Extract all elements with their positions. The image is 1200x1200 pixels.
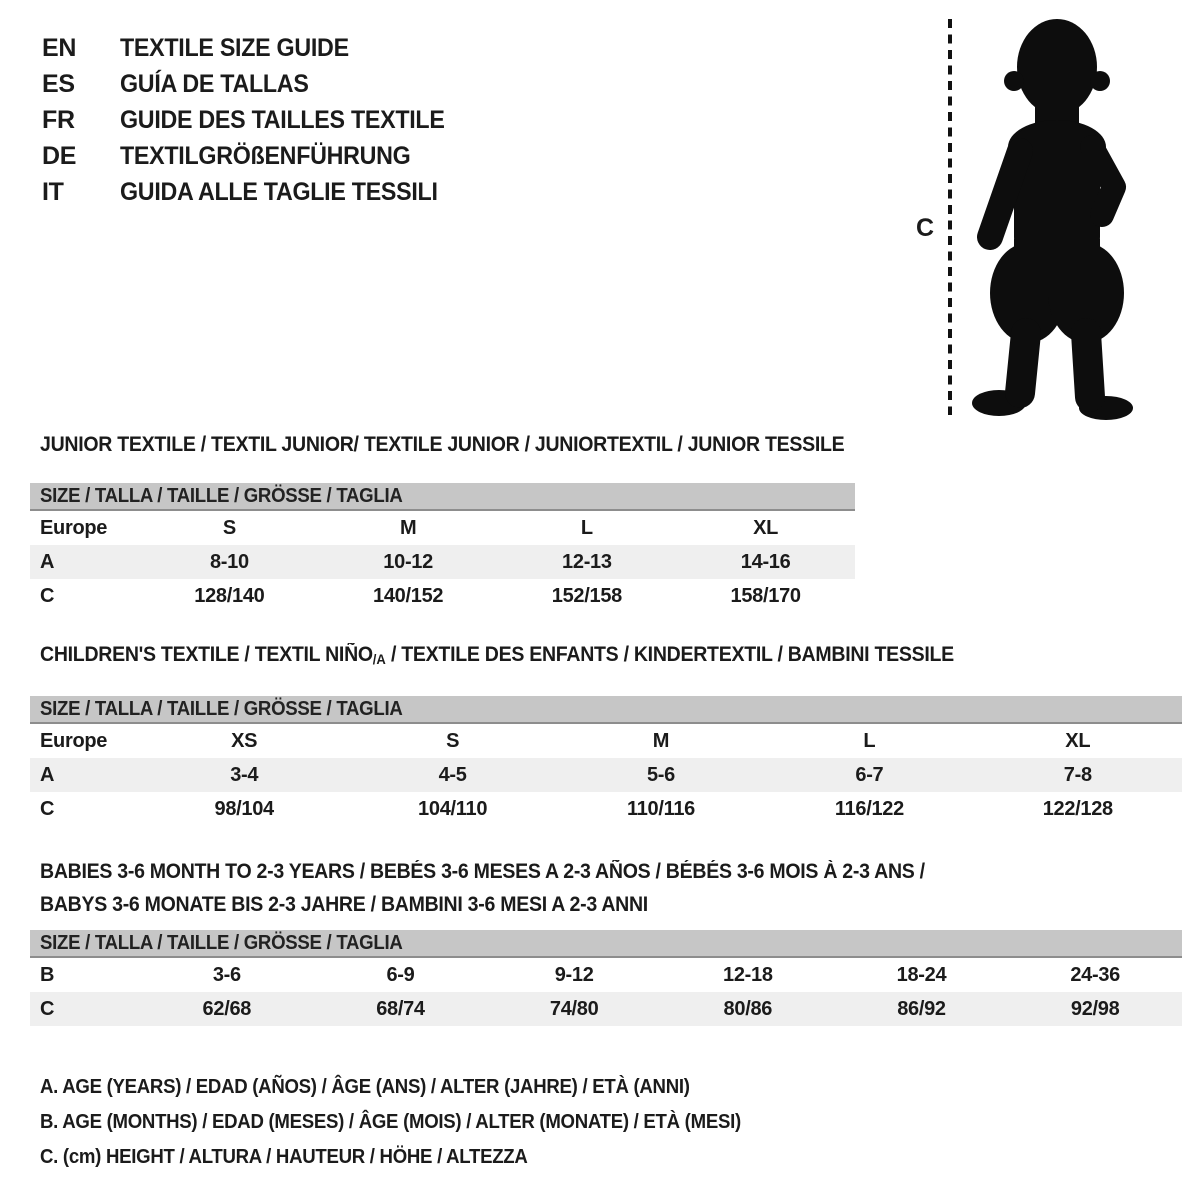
babies-size-header: SIZE / TALLA / TAILLE / GRÖSSE / TAGLIA (30, 930, 1182, 958)
height-value: 152/158 (551, 584, 622, 607)
age-value: 4-5 (438, 763, 467, 786)
height-value: 116/122 (834, 797, 904, 820)
guide-title-fr: GUIDE DES TAILLES TEXTILE (120, 105, 445, 134)
months-value: 18-24 (896, 963, 947, 986)
size-s: S (222, 516, 236, 539)
size-l: L (580, 516, 593, 539)
age-value: 7-8 (1063, 763, 1092, 786)
children-age-row (30, 758, 1182, 792)
height-value: 62/68 (202, 997, 252, 1020)
babies-section-title-line2: BABYS 3-6 MONATE BIS 2-3 JAHRE / BAMBINI 3-6 MESI A 2-3 ANNI (40, 893, 648, 916)
row-label-a: A (40, 550, 55, 573)
height-value: 74/80 (549, 997, 599, 1020)
row-label-a: A (40, 763, 55, 786)
height-value: 158/170 (730, 584, 801, 607)
height-value: 86/92 (897, 997, 946, 1020)
height-value: 98/104 (214, 797, 274, 820)
months-value: 9-12 (554, 963, 594, 986)
height-value: 68/74 (376, 997, 425, 1020)
legend-block (30, 1070, 794, 1175)
height-value: 104/110 (418, 797, 488, 820)
row-label-c: C (40, 797, 55, 820)
lang-code: DE (42, 141, 77, 170)
size-xl: XL (1065, 729, 1091, 752)
height-value: 128/140 (194, 584, 265, 607)
age-value: 14-16 (740, 550, 791, 573)
months-value: 24-36 (1070, 963, 1120, 986)
lang-code: ES (42, 69, 75, 98)
junior-europe-row (30, 511, 855, 545)
legend-height-cm: C. (cm) HEIGHT / ALTURA / HAUTEUR / HÖHE / ALTEZZA (40, 1146, 528, 1168)
lang-row-fr (42, 102, 469, 138)
nino-a-subscript: /A (372, 651, 386, 667)
size-s: S (446, 729, 460, 752)
guide-title-en: TEXTILE SIZE GUIDE (120, 33, 349, 62)
height-value: 92/98 (1070, 997, 1120, 1020)
size-m: M (652, 729, 670, 752)
babies-table (30, 930, 1182, 1026)
height-value: 140/152 (373, 584, 444, 607)
months-value: 6-9 (386, 963, 415, 986)
junior-height-row (30, 579, 855, 613)
babies-months-row (30, 958, 1182, 992)
months-value: 3-6 (212, 963, 241, 986)
size-l: L (863, 729, 876, 752)
size-xs: XS (231, 729, 258, 752)
age-value: 5-6 (646, 763, 675, 786)
height-value: 122/128 (1042, 797, 1113, 820)
region-label: Europe (40, 516, 108, 539)
junior-age-row (30, 545, 855, 579)
language-title-block (42, 30, 469, 210)
junior-size-header: SIZE / TALLA / TAILLE / GRÖSSE / TAGLIA (30, 483, 855, 511)
row-label-c: C (40, 997, 55, 1020)
lang-code: IT (42, 177, 64, 206)
section-junior (30, 433, 855, 613)
size-xl: XL (753, 516, 779, 539)
age-value: 8-10 (209, 550, 249, 573)
row-label-b: B (40, 963, 55, 986)
section-babies (30, 855, 1182, 1026)
months-value: 12-18 (723, 963, 773, 986)
lang-code: EN (42, 33, 77, 62)
size-m: M (399, 516, 417, 539)
age-value: 10-12 (383, 550, 433, 573)
children-size-header: SIZE / TALLA / TAILLE / GRÖSSE / TAGLIA (30, 696, 1182, 724)
lang-row-es (42, 66, 469, 102)
age-value: 12-13 (562, 550, 612, 573)
guide-title-de: TEXTILGRÖßENFÜHRUNG (120, 141, 411, 170)
lang-row-it (42, 174, 469, 210)
children-europe-row (30, 724, 1182, 758)
children-height-row (30, 792, 1182, 826)
lang-code: FR (42, 105, 75, 134)
figure-area (940, 15, 1145, 420)
babies-section-title-line1: BABIES 3-6 MONTH TO 2-3 YEARS / BEBÉS 3-6 MESES A 2-3 AÑOS / BÉBÉS 3-6 MOIS À 2-3 ANS / (40, 860, 925, 883)
height-value: 80/86 (723, 997, 773, 1020)
lang-row-de (42, 138, 469, 174)
region-label: Europe (40, 729, 108, 752)
row-label-c: C (40, 584, 55, 607)
lang-row-en (42, 30, 469, 66)
legend-age-years: A. AGE (YEARS) / EDAD (AÑOS) / ÂGE (ANS) / ALTER (JAHRE) / ETÀ (ANNI) (40, 1076, 690, 1098)
age-value: 6-7 (855, 763, 884, 786)
section-children (30, 643, 1182, 826)
toddler-silhouette (940, 15, 1145, 420)
children-table (30, 696, 1182, 826)
age-value: 3-4 (230, 763, 259, 786)
legend-age-months: B. AGE (MONTHS) / EDAD (MESES) / ÂGE (MOIS) / ALTER (MONATE) / ETÀ (MESI) (40, 1111, 741, 1133)
height-marker-label: C (916, 214, 934, 242)
babies-height-row (30, 992, 1182, 1026)
guide-title-es: GUÍA DE TALLAS (120, 69, 309, 98)
height-value: 110/116 (626, 797, 695, 820)
children-section-title: CHILDREN'S TEXTILE / TEXTIL NIÑO/A / TEXTILE DES ENFANTS / KINDERTEXTIL / BAMBINI TESSILE (40, 643, 954, 667)
guide-title-it: GUIDA ALLE TAGLIE TESSILI (120, 177, 438, 206)
junior-table (30, 483, 855, 613)
junior-section-title: JUNIOR TEXTILE / TEXTIL JUNIOR/ TEXTILE JUNIOR / JUNIORTEXTIL / JUNIOR TESSILE (40, 433, 845, 456)
